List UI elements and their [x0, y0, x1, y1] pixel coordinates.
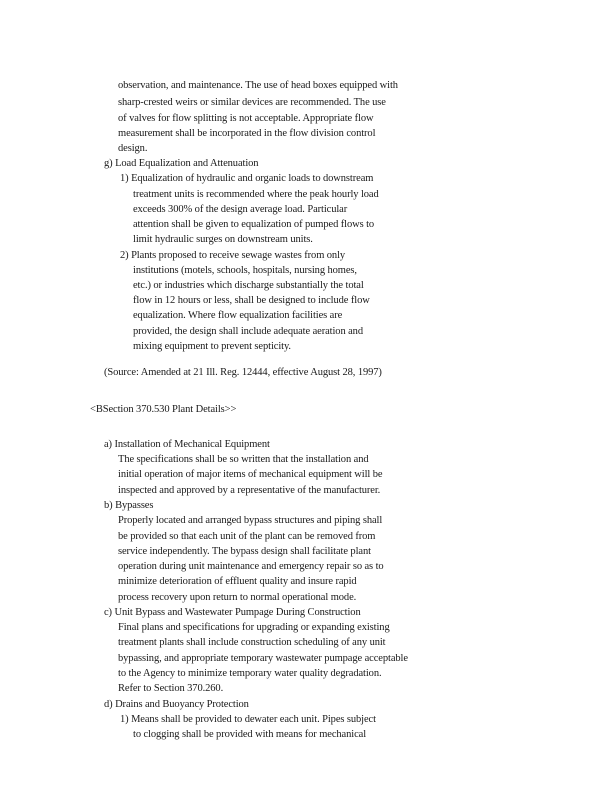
list-item-text: 1) Equalization of hydraulic and organic loads to downstream: [120, 173, 374, 184]
section-heading: c) Unit Bypass and Wastewater Pumpage During Construction: [104, 607, 361, 618]
text-line: Final plans and specifications for upgrading or expanding existing: [118, 622, 390, 633]
text-line: bypassing, and appropriate temporary wastewater pumpage acceptable: [118, 653, 408, 664]
text-line: to clogging shall be provided with means for mechanical: [133, 729, 367, 740]
text-line: inspected and approved by a representative of the manufacturer.: [118, 485, 381, 496]
text-line: sharp-crested weirs or similar devices are recommended. The use: [118, 97, 386, 108]
section-heading: d) Drains and Buoyancy Protection: [104, 699, 249, 710]
text-line: treatment plants shall include construction scheduling of any unit: [118, 637, 386, 648]
text-line: limit hydraulic surges on downstream units.: [133, 234, 313, 245]
text-line: treatment units is recommended where the peak hourly load: [133, 189, 379, 200]
text-line: operation during unit maintenance and emergency repair so as to: [118, 561, 384, 572]
text-line: minimize deterioration of effluent quality and insure rapid: [118, 576, 357, 587]
text-line: be provided so that each unit of the plant can be removed from: [118, 531, 376, 542]
text-line: The specifications shall be so written that the installation and: [118, 454, 369, 465]
section-heading: g) Load Equalization and Attenuation: [104, 158, 259, 169]
text-line: design.: [118, 143, 148, 154]
text-line: etc.) or industries which discharge substantially the total: [133, 280, 364, 291]
text-line: attention shall be given to equalization of pumped flows to: [133, 219, 375, 230]
text-line: Refer to Section 370.260.: [118, 683, 224, 694]
text-line: measurement shall be incorporated in the flow division control: [118, 128, 376, 139]
text-line: service independently. The bypass design shall facilitate plant: [118, 546, 371, 557]
text-line: initial operation of major items of mechanical equipment will be: [118, 469, 383, 480]
source-note: (Source: Amended at 21 Ill. Reg. 12444, effective August 28, 1997): [104, 367, 382, 378]
text-line: Properly located and arranged bypass structures and piping shall: [118, 515, 383, 526]
text-line: mixing equipment to prevent septicity.: [133, 341, 291, 352]
section-title: <BSection 370.530 Plant Details>>: [90, 404, 237, 415]
text-line: institutions (motels, schools, hospitals, nursing homes,: [133, 265, 357, 276]
text-line: equalization. Where flow equalization facilities are: [133, 310, 343, 321]
text-line: to the Agency to minimize temporary water quality degradation.: [118, 668, 382, 679]
text-line: exceeds 300% of the design average load. Particular: [133, 204, 348, 215]
section-heading: b) Bypasses: [104, 500, 154, 511]
text-line: flow in 12 hours or less, shall be designed to include flow: [133, 295, 370, 306]
list-item-text: 2) Plants proposed to receive sewage wastes from only: [120, 250, 346, 261]
list-item-text: 1) Means shall be provided to dewater each unit. Pipes subject: [120, 714, 376, 725]
text-line: of valves for flow splitting is not acceptable. Appropriate flow: [118, 113, 374, 124]
text-line: observation, and maintenance. The use of head boxes equipped with: [118, 80, 398, 91]
text-line: process recovery upon return to normal operational mode.: [118, 592, 357, 603]
section-heading: a) Installation of Mechanical Equipment: [104, 439, 270, 450]
text-line: provided, the design shall include adequate aeration and: [133, 326, 363, 337]
